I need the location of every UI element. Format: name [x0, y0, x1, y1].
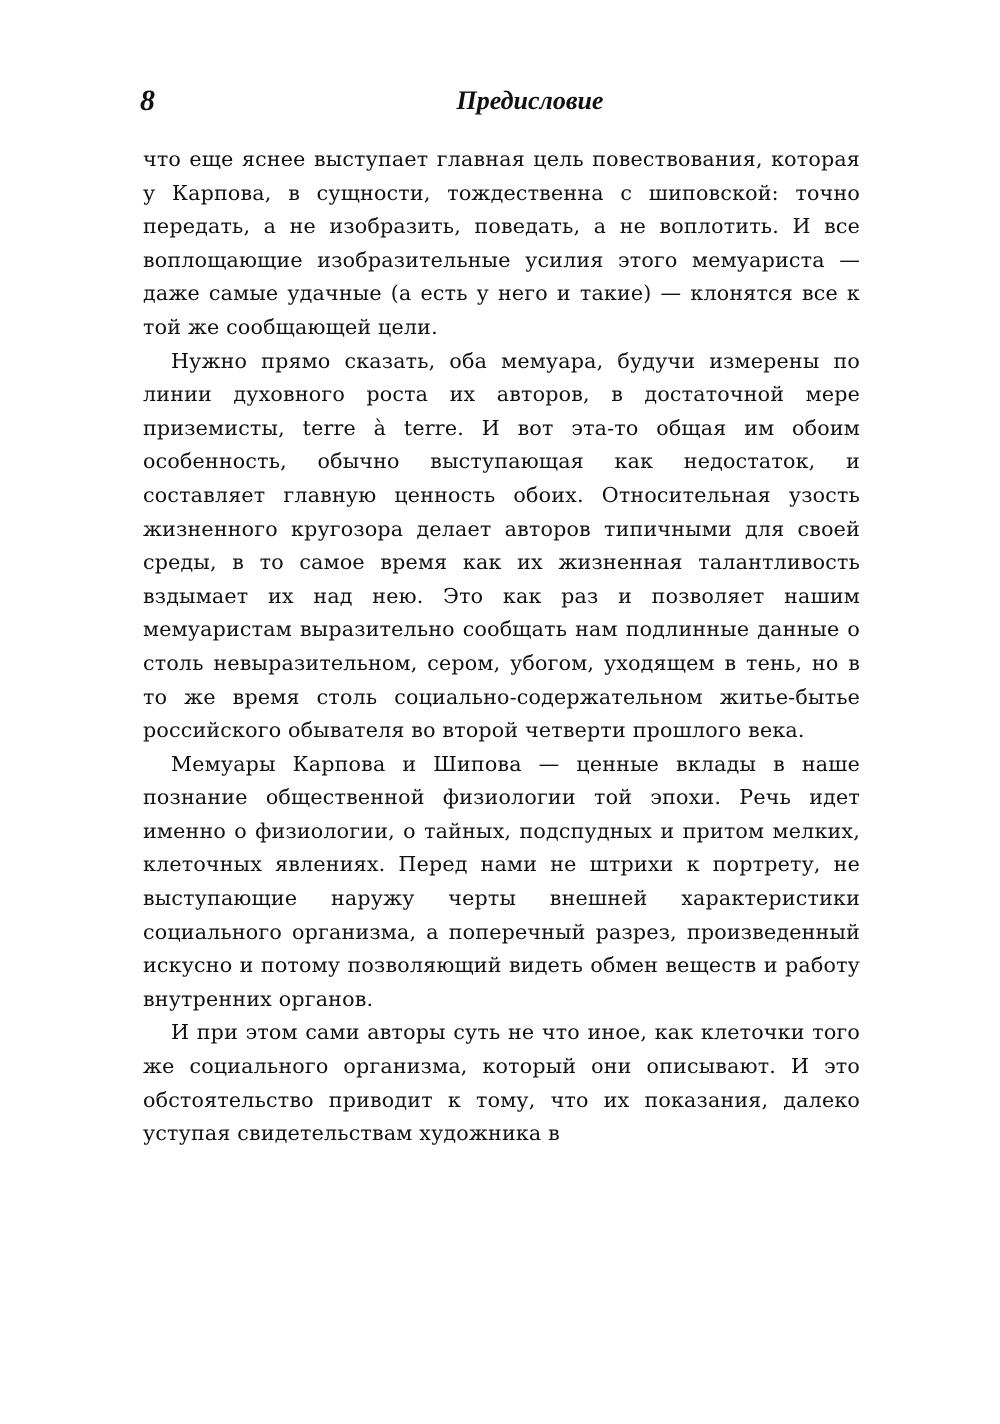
body-text [143, 143, 860, 1151]
paragraph-3: Мемуары Карпова и Шипова — ценные вклады в наше познание общественной физиологии той эпохи. Речь идет именно о физиологии, о тайных, подспудных и притом мелких, клеточных явлениях. Перед нами не штрихи к портрету, не выступающие наружу черты внешней характеристики социального организма, а поперечный разрез, произведенный искусно и потому позволяющий видеть обмен веществ и работу внутренних органов. [143, 751, 860, 1011]
page-number: 8 [140, 84, 155, 117]
running-title: Предисловие [456, 86, 604, 115]
page-header [140, 84, 860, 124]
paragraph-4: И при этом сами авторы суть не что иное, как клеточки того же социального организма, который они описывают. И это обстоятельство приводит к тому, что их показания, далеко уступая свидетельствам художника в [143, 1020, 860, 1146]
paragraph-1: что еще яснее выступает главная цель повествования, которая у Карпова, в сущности, тождественна с шиповской: точно передать, а не изобразить, поведать, а не воплотить. И все воплощающие изобразительные усилия этого мемуариста — даже самые удачные (а есть у него и такие) — клонятся все к той же сообщающей цели. [143, 147, 860, 339]
paragraph-2: Нужно прямо сказать, оба мемуара, будучи измерены по линии духовного роста их авторов, в достаточной мере приземисты, terre à terre. И вот эта-то общая им обоим особенность, обычно выступающая как недостаток, и составляет главную ценность обоих. Относительная узость жизненного кругозора делает авторов типичными для своей среды, в то самое время как их жизненная талантливость вздымает их над нею. Это как раз и позволяет нашим мемуаристам выразительно сообщать нам подлинные данные о столь невыразительном, сером, убогом, уходящем в тень, но в то же время столь социально-содержательном житье-бытье российского обывателя во второй четверти прошлого века. [143, 348, 860, 743]
